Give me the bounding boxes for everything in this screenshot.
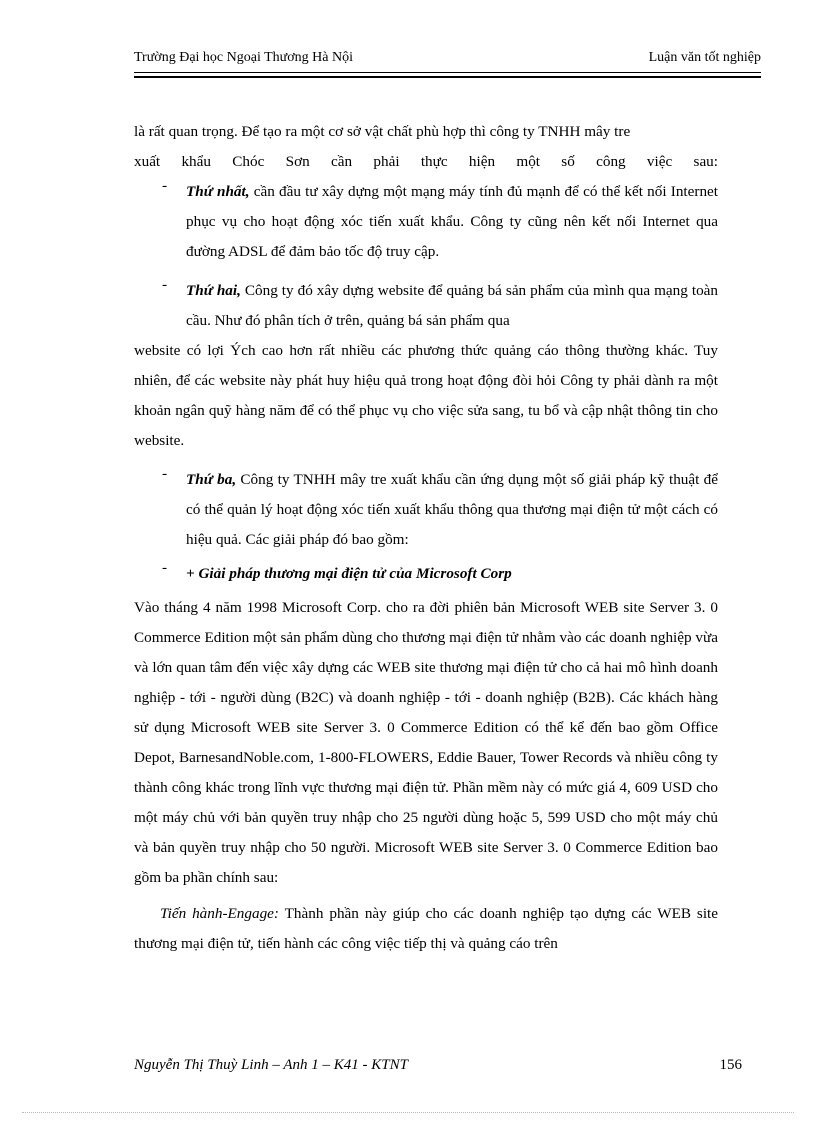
engage-text: Thành phần này giúp cho các doanh nghiệp tạo dựng các WEB site thương mại điện tử, tiến hành các công việc tiếp thị và quảng cáo trên (134, 905, 718, 952)
paragraph-microsoft: Vào tháng 4 năm 1998 Microsoft Corp. cho ra đời phiên bản Microsoft WEB site Server 3. 0 Commerce Edition một sản phẩm dùng cho thương mại điện tử nhằm vào các doanh nghiệp vừa và lớn quan tâm đến việc xây dựng các WEB site thương mại điện tử cho cả hai mô hình doanh nghiệp - tới - người dùng (B2C) và doanh nghiệp - tới - doanh nghiệp (B2B). Các khách hàng sử dụng Microsoft WEB site Server 3. 0 Commerce Edition có thể kể đến bao gồm Office Depot, BarnesandNoble.com, 1-800-FLOWERS, Eddie Bauer, Tower Records và nhiều công ty thành công khác trong lĩnh vực thương mại điện tử. Phần mềm này có mức giá 4, 609 USD cho một máy chủ với bản quyền truy nhập cho 25 người dùng hoặc 5, 599 USD cho một máy chủ và bản quyền truy nhập cho 50 người. Microsoft WEB site Server 3. 0 Commerce Edition bao gồm ba phần chính sau: (134, 599, 718, 886)
page-header (134, 50, 761, 66)
list-dash: - (162, 177, 168, 194)
intro-line-1: là rất quan trọng. Để tạo ra một cơ sở vật chất phù hợp thì công ty TNHH mây tre (134, 123, 631, 140)
list-text-second: Công ty đó xây dựng website để quảng bá sản phẩm của mình qua mạng toàn cầu. Như đó phân tích ở trên, quảng bá sản phẩm qua (186, 282, 718, 329)
solution-heading-text: + Giải pháp thương mại điện tử của Microsoft Corp (186, 565, 512, 582)
list-dash: - (162, 276, 168, 293)
paragraph-engage (134, 899, 718, 959)
list-dash: - (162, 465, 168, 482)
paragraph-website: website có lợi Ých cao hơn rất nhiều các phương thức quảng cáo thông thường khác. Tuy nhiên, để các website này phát huy hiệu quả trong hoạt động đòi hỏi Công ty phải dành ra một khoản ngân quỹ hàng năm để có thể phục vụ cho việc sửa sang, tu bổ và cập nhật thông tin cho website. (134, 342, 718, 449)
list-item-second (134, 276, 718, 336)
page-body (134, 117, 718, 959)
paragraph-intro (134, 117, 718, 177)
page-footer (134, 1057, 742, 1074)
list-text-third: Công ty TNHH mây tre xuất khẩu cần ứng dụng một số giải pháp kỹ thuật để có thể quản lý hoạt động xóc tiến xuất khẩu thông qua thương mại điện tử một cách có hiệu quả. Các giải pháp đó bao gồm: (186, 471, 719, 548)
solution-heading (134, 559, 718, 589)
page-edge-divider (22, 1112, 794, 1113)
intro-line-2: xuất khẩu Chóc Sơn cần phải thực hiện một số công việc sau: (134, 153, 718, 170)
school-name: Trường Đại học Ngoại Thương Hà Nội (134, 50, 353, 65)
list-dash: - (162, 559, 168, 576)
list-text-first: cần đầu tư xây dựng một mạng máy tính đủ mạnh để có thể kết nối Internet phục vụ cho hoạt động xóc tiến xuất khẩu. Công ty cũng nên kết nối Internet qua đường ADSL để đảm bảo tốc độ truy cập. (186, 183, 718, 260)
author-line: Nguyễn Thị Thuỳ Linh – Anh 1 – K41 - KTNT (134, 1057, 408, 1073)
engage-label: Tiến hành-Engage: (160, 905, 279, 922)
list-item-third (134, 465, 718, 555)
list-item-first (134, 177, 718, 267)
header-rule-thick (134, 76, 761, 78)
page-number: 156 (719, 1057, 742, 1073)
header-rule-thin (134, 72, 761, 73)
document-type: Luận văn tốt nghiệp (648, 50, 761, 65)
list-label-second: Thứ hai, (186, 282, 241, 299)
list-label-third: Thứ ba, (186, 471, 237, 488)
list-label-first: Thứ nhất, (186, 183, 250, 200)
